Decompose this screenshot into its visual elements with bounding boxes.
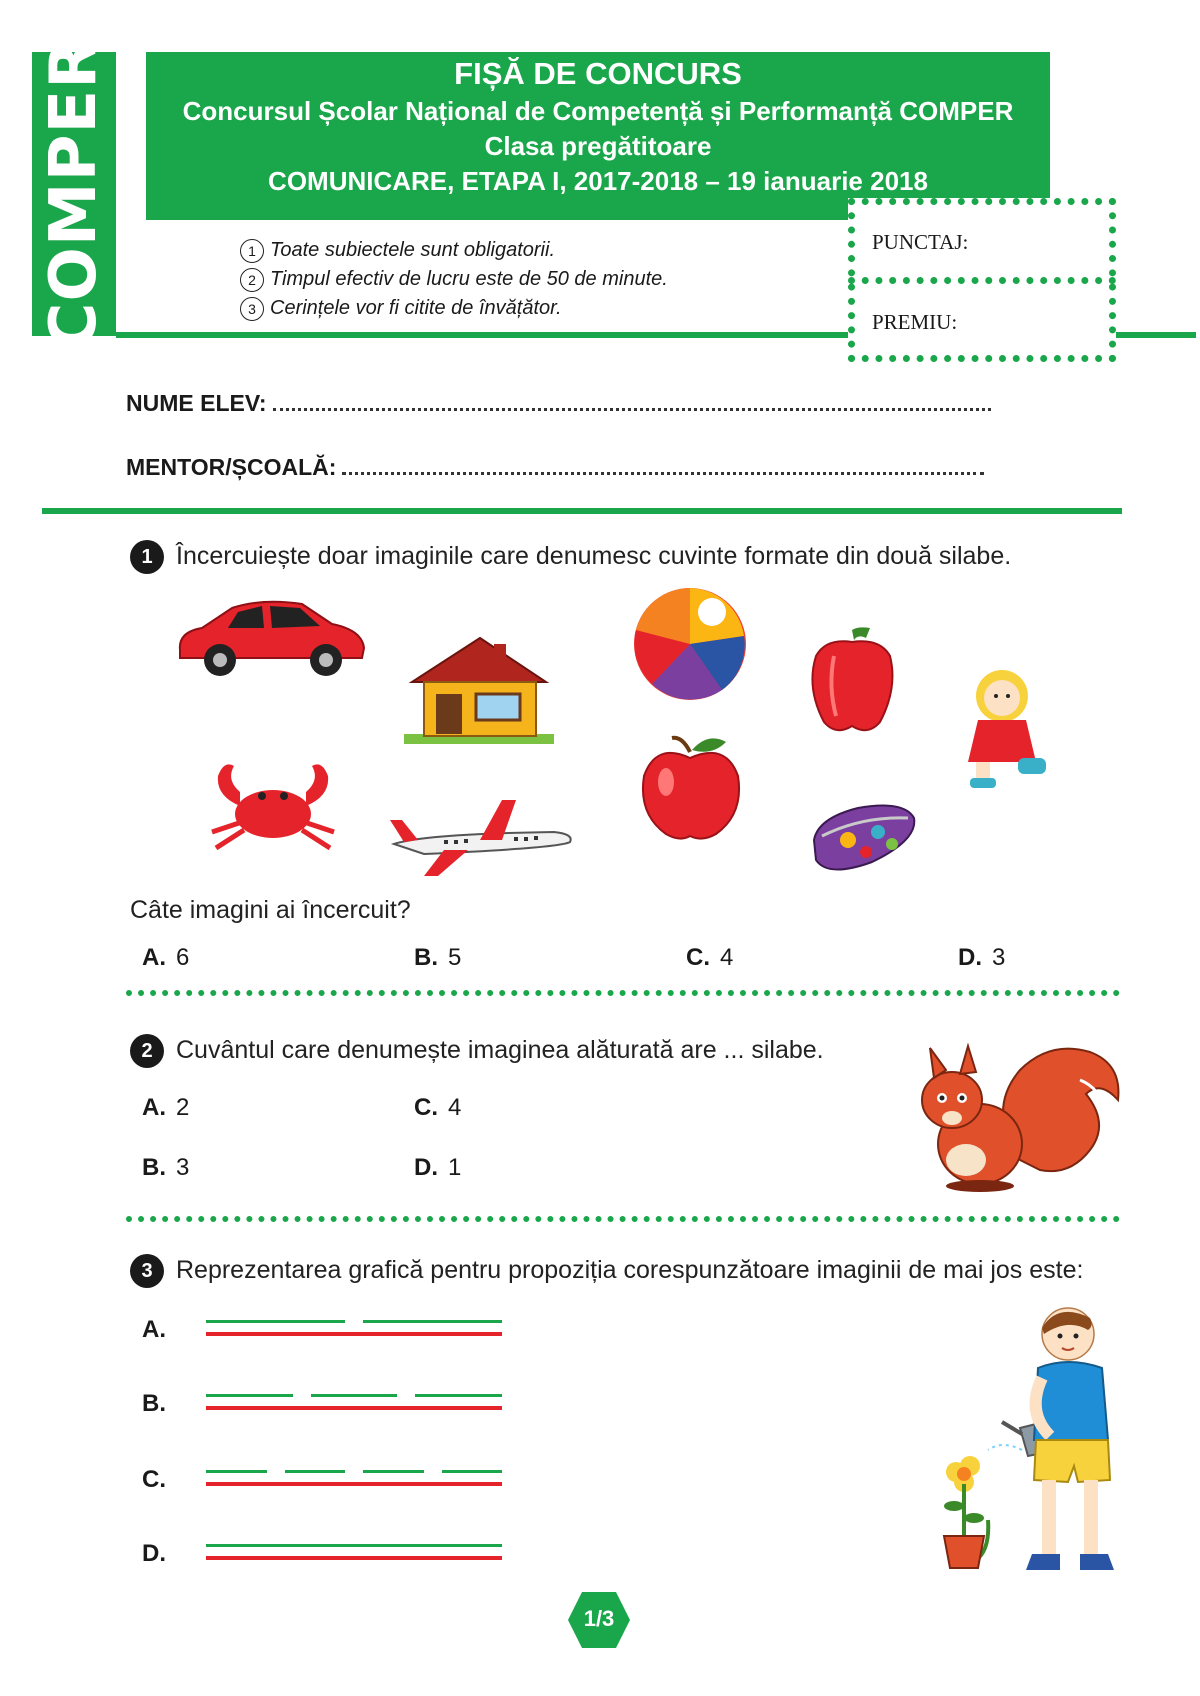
rules-list [240, 236, 668, 323]
q3-option-b-diagram[interactable] [206, 1392, 502, 1416]
q3-option-b-label[interactable]: B. [142, 1390, 166, 1417]
q1-option-d[interactable]: D. 3 [958, 944, 1006, 971]
apple-image[interactable] [636, 732, 746, 842]
green-word-segment [285, 1470, 346, 1473]
q1-option-b[interactable]: B. 5 [414, 944, 462, 971]
green-word-segment [363, 1320, 502, 1323]
question-1-text: Încercuiește doar imaginile care denumesc cuvinte formate din două silabe. [176, 542, 1012, 570]
mentor-school-field[interactable]: MENTOR/ȘCOALĂ: [126, 454, 984, 481]
q1-option-a[interactable]: A. 6 [142, 944, 190, 971]
q3-option-d-diagram[interactable] [206, 1542, 502, 1566]
red-baseline [206, 1556, 502, 1560]
header-subtitle: Concursul Școlar Național de Competență și Performanță COMPER [182, 96, 1014, 126]
question-1-subquestion: Câte imagini ai încercuit? [130, 896, 411, 924]
green-word-segment [415, 1394, 502, 1397]
squirrel-image [890, 1040, 1124, 1192]
bell-pepper-image[interactable] [806, 626, 898, 736]
question-1-number: 1 [130, 540, 164, 574]
red-baseline [206, 1406, 502, 1410]
page-number: 1/3 [583, 1606, 615, 1631]
crab-image[interactable] [200, 756, 346, 856]
question-3-text: Reprezentarea grafică pentru propoziția corespunzătoare imaginii de mai jos este: [176, 1256, 1084, 1284]
q3-option-a-diagram[interactable] [206, 1318, 502, 1342]
red-baseline [206, 1482, 502, 1486]
punctaj-label: PUNCTAJ: [872, 230, 969, 254]
boy-watering-flower-image [918, 1300, 1134, 1580]
q3-option-a-label[interactable]: A. [142, 1316, 166, 1343]
doll-image[interactable] [956, 666, 1056, 790]
q2-option-a[interactable]: A. 2 [142, 1094, 190, 1121]
red-baseline [206, 1332, 502, 1336]
logo-text: COMPER [37, 38, 111, 350]
pencil-case-image[interactable] [808, 796, 920, 880]
airplane-image[interactable] [384, 796, 576, 876]
rule-item: 2 Timpul efectiv de lucru este de 50 de minute. [240, 265, 668, 294]
question-3-number: 3 [130, 1254, 164, 1288]
green-word-segment [442, 1470, 503, 1473]
score-box-divider [848, 277, 1116, 284]
section-divider [42, 508, 1122, 514]
comper-logo [32, 38, 116, 350]
green-word-segment [206, 1394, 293, 1397]
q2-option-c[interactable]: C. 4 [414, 1094, 462, 1121]
green-word-segment [206, 1544, 502, 1547]
green-word-segment [363, 1470, 424, 1473]
green-word-segment [206, 1320, 345, 1323]
car-image[interactable] [172, 592, 372, 680]
dotted-separator [126, 990, 1120, 996]
q2-option-b[interactable]: B. 3 [142, 1154, 190, 1181]
rule-item: 3 Cerințele vor fi citite de învățător. [240, 294, 668, 323]
rule-item: 1 Toate subiectele sunt obligatorii. [240, 236, 668, 265]
q3-option-c-diagram[interactable] [206, 1468, 502, 1492]
q3-option-d-label[interactable]: D. [142, 1540, 166, 1567]
header-stage: COMUNICARE, ETAPA I, 2017-2018 – 19 ianuarie 2018 [268, 166, 928, 196]
premiu-label: PREMIU: [872, 310, 958, 334]
house-image[interactable] [404, 632, 554, 750]
q3-option-c-label[interactable]: C. [142, 1466, 166, 1493]
question-2-text: Cuvântul care denumește imaginea alăturată are ... silabe. [176, 1036, 824, 1064]
q1-option-c[interactable]: C. 4 [686, 944, 734, 971]
header-title: FIȘĂ DE CONCURS [454, 56, 742, 91]
green-word-segment [206, 1470, 267, 1473]
header-banner [146, 52, 1050, 220]
green-word-segment [311, 1394, 398, 1397]
ball-image[interactable] [632, 586, 748, 702]
question-2-number: 2 [130, 1034, 164, 1068]
q2-option-d[interactable]: D. 1 [414, 1154, 462, 1181]
student-name-field[interactable]: NUME ELEV: [126, 390, 991, 417]
header-class: Clasa pregătitoare [484, 131, 712, 161]
dotted-separator [126, 1216, 1120, 1222]
